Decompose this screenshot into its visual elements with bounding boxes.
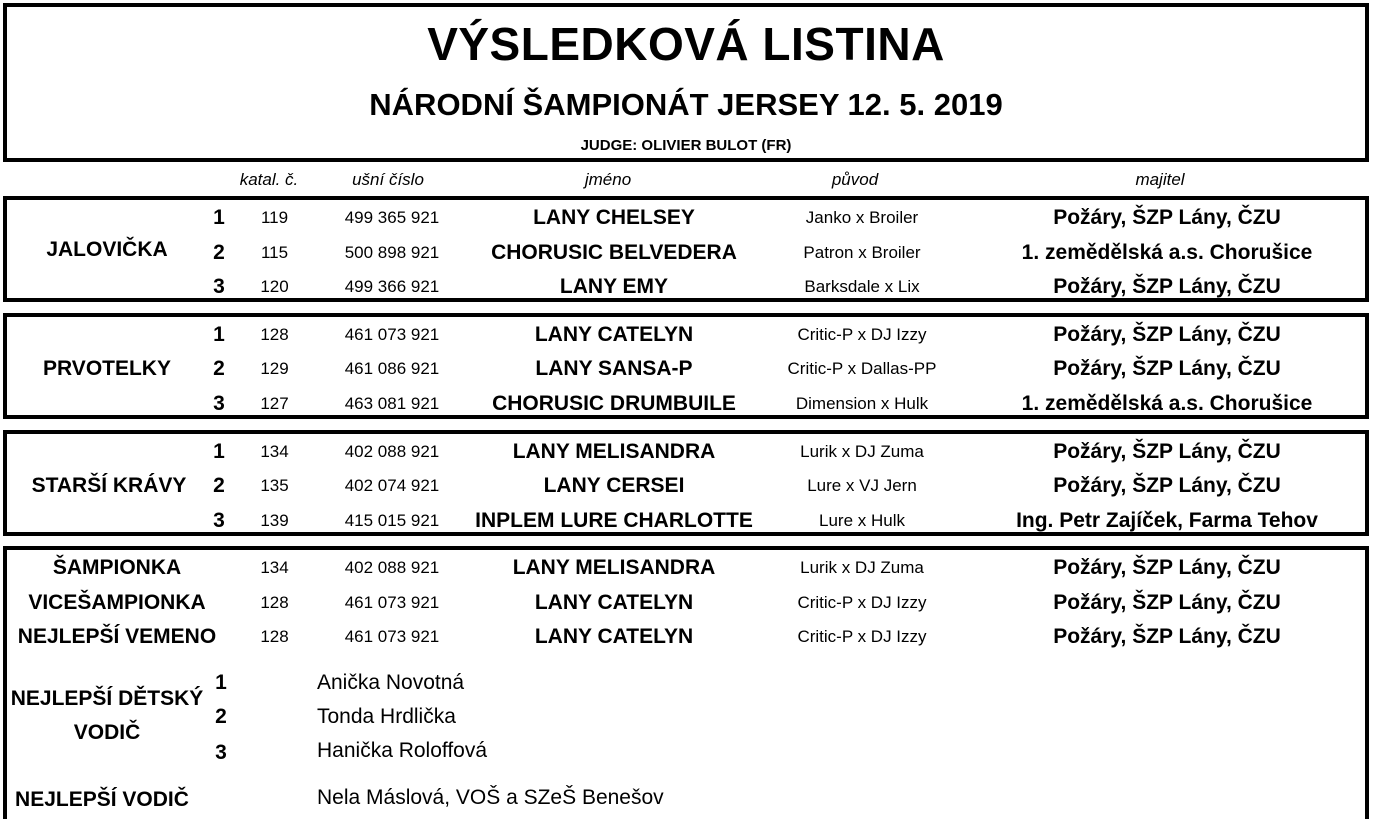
katal-number: 134 [260, 558, 289, 577]
ear-number: 461 086 921 [344, 359, 440, 378]
place: 2 [213, 357, 225, 380]
table-row [7, 236, 1365, 270]
owner: 1. zemědělská a.s. Chorušice [1021, 241, 1313, 264]
judge-line: JUDGE: OLIVIER BULOT (FR) [580, 137, 792, 154]
animal-name: LANY CATELYN [534, 323, 694, 346]
table-row [7, 387, 1365, 421]
page-subtitle: NÁRODNÍ ŠAMPIONÁT JERSEY 12. 5. 2019 [369, 87, 1003, 122]
table-row [7, 435, 1365, 469]
origin: Dimension x Hulk [795, 394, 929, 413]
best-handler-label: NEJLEPŠÍ VODIČ [15, 788, 189, 811]
origin: Lure x Hulk [819, 511, 905, 530]
ear-number: 499 365 921 [344, 208, 440, 227]
ear-number: 500 898 921 [344, 243, 440, 262]
animal-name: LANY MELISANDRA [512, 556, 716, 579]
owner: Požáry, ŠZP Lány, ČZU [1053, 323, 1281, 346]
katal-number: 115 [260, 243, 289, 262]
origin: Lurik x DJ Zuma [800, 558, 924, 577]
katal-number: 135 [260, 476, 289, 495]
ear-number: 461 073 921 [344, 325, 440, 344]
title-box [3, 3, 1369, 162]
award-label: VICEŠAMPIONKA [28, 591, 206, 614]
animal-name: CHORUSIC BELVEDERA [491, 241, 737, 264]
place: 1 [213, 323, 225, 346]
ear-number: 461 073 921 [344, 627, 440, 646]
place: 2 [213, 241, 225, 264]
place: 3 [215, 741, 227, 764]
origin: Critic-P x DJ Izzy [797, 627, 927, 646]
column-header-usni: ušní číslo [352, 170, 424, 189]
group-prvotelky [3, 313, 1369, 419]
group-label: JALOVIČKA [46, 238, 168, 261]
group-label: PRVOTELKY [43, 357, 171, 380]
table-row [7, 352, 1365, 386]
table-row [7, 270, 1365, 304]
child-handler-label-line2: VODIČ [73, 721, 141, 744]
katal-number: 127 [260, 394, 289, 413]
katal-number: 128 [260, 593, 289, 612]
animal-name: LANY SANSA-P [535, 357, 693, 380]
ear-number: 402 074 921 [344, 476, 440, 495]
animal-name: LANY MELISANDRA [512, 440, 716, 463]
table-row [7, 318, 1365, 352]
place: 2 [213, 474, 225, 497]
column-header-katal: katal. č. [239, 170, 299, 189]
handler-name: Anička Novotná [317, 671, 465, 694]
place: 1 [215, 671, 227, 694]
group-starsi-kravy [3, 430, 1369, 536]
owner: Požáry, ŠZP Lány, ČZU [1053, 625, 1281, 648]
animal-name: LANY CHELSEY [533, 206, 695, 229]
ear-number: 461 073 921 [344, 593, 440, 612]
origin: Patron x Broiler [803, 243, 921, 262]
owner: Požáry, ŠZP Lány, ČZU [1053, 591, 1281, 614]
animal-name: CHORUSIC DRUMBUILE [492, 392, 736, 415]
table-row [7, 201, 1365, 235]
champion-row [7, 586, 1365, 620]
owner: Požáry, ŠZP Lány, ČZU [1053, 357, 1281, 380]
animal-name: INPLEM LURE CHARLOTTE [475, 509, 753, 532]
place: 3 [213, 392, 225, 415]
animal-name: LANY CATELYN [534, 625, 694, 648]
ear-number: 415 015 921 [344, 511, 440, 530]
katal-number: 128 [260, 325, 289, 344]
child-handler-label-line1: NEJLEPŠÍ DĚTSKÝ [10, 687, 204, 710]
handler-name: Hanička Roloffová [317, 739, 488, 762]
katal-number: 139 [260, 511, 289, 530]
award-label: ŠAMPIONKA [52, 556, 182, 579]
katal-number: 134 [260, 442, 289, 461]
animal-name: LANY CATELYN [534, 591, 694, 614]
ear-number: 499 366 921 [344, 277, 440, 296]
origin: Critic-P x DJ Izzy [797, 593, 927, 612]
column-header-puvod: původ [831, 170, 879, 189]
animal-name: LANY EMY [559, 275, 669, 298]
owner: Požáry, ŠZP Lány, ČZU [1053, 206, 1281, 229]
group-jalovicka [3, 196, 1369, 302]
place: 1 [213, 206, 225, 229]
origin: Lure x VJ Jern [807, 476, 917, 495]
table-row [7, 504, 1365, 538]
owner: Požáry, ŠZP Lány, ČZU [1053, 275, 1281, 298]
ear-number: 402 088 921 [344, 442, 440, 461]
ear-number: 402 088 921 [344, 558, 440, 577]
origin: Lurik x DJ Zuma [800, 442, 924, 461]
owner: Požáry, ŠZP Lány, ČZU [1053, 440, 1281, 463]
ear-number: 463 081 921 [344, 394, 440, 413]
origin: Janko x Broiler [805, 208, 919, 227]
page-title: VÝSLEDKOVÁ LISTINA [427, 18, 945, 70]
katal-number: 119 [260, 208, 289, 227]
column-header-majitel: majitel [1135, 170, 1185, 189]
origin: Barksdale x Lix [804, 277, 920, 296]
animal-name: LANY CERSEI [543, 474, 685, 497]
group-label: STARŠÍ KRÁVY [31, 474, 187, 497]
owner: 1. zemědělská a.s. Chorušice [1021, 392, 1313, 415]
origin: Critic-P x DJ Izzy [797, 325, 927, 344]
champions-box [3, 546, 1369, 819]
owner: Požáry, ŠZP Lány, ČZU [1053, 474, 1281, 497]
katal-number: 128 [260, 627, 289, 646]
place: 2 [215, 705, 227, 728]
champion-row [7, 551, 1365, 585]
katal-number: 120 [260, 277, 289, 296]
best-handler-name: Nela Máslová, VOŠ a SZeŠ Benešov [317, 786, 664, 809]
place: 3 [213, 509, 225, 532]
champion-row [7, 620, 1365, 654]
handler-name: Tonda Hrdlička [317, 705, 456, 728]
katal-number: 129 [260, 359, 289, 378]
place: 1 [213, 440, 225, 463]
award-label: NEJLEPŠÍ VEMENO [17, 625, 217, 648]
column-header-jmeno: jméno [584, 170, 632, 189]
origin: Critic-P x Dallas-PP [787, 359, 937, 378]
owner: Požáry, ŠZP Lány, ČZU [1053, 556, 1281, 579]
table-row [7, 469, 1365, 503]
place: 3 [213, 275, 225, 298]
owner: Ing. Petr Zajíček, Farma Tehov [1016, 509, 1318, 532]
